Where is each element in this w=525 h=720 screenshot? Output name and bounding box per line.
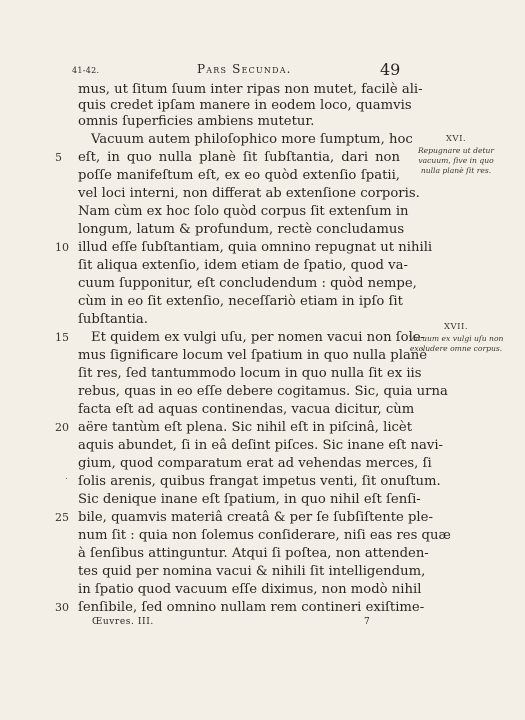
margin-dot: . — [65, 472, 68, 482]
body-line: ſit res, ſed tantummodo locum in quo nulla ſit ex iis — [78, 366, 422, 381]
margin-note-text: Repugnare ut detur vacuum, ſive in quo nulla planè ſit res. — [417, 146, 495, 175]
margin-note-text: Vacuum ex vulgi uſu non excludere omne corpus. — [408, 334, 504, 353]
line-number: 10 — [55, 241, 69, 254]
body-line: Vacuum autem philoſophico more ſumptum, hoc — [91, 132, 413, 147]
line-number: 5 — [55, 151, 62, 164]
body-line: poſſe manifeſtum eſt, ex eo quòd extenſio ſpatii, — [78, 168, 400, 183]
body-line: Sic denique inane eſt ſpatium, in quo nihil eſt ſenſi- — [78, 492, 421, 507]
line-number: 20 — [55, 421, 69, 434]
line-number: 15 — [55, 331, 69, 344]
body-line: aquis abundet, ſi in eâ deſint piſces. Sic inane eſt navi- — [78, 438, 444, 453]
body-line: vel loci interni, non differat ab extenſione corporis. — [78, 186, 420, 201]
body-line: cùm in eo ſit extenſio, neceſſariò etiam in ipſo ſit — [78, 294, 403, 309]
body-line: tes quid per nomina vacui & nihili ſit intelligendum, — [78, 564, 426, 579]
body-line: ſubſtantia. — [78, 312, 148, 327]
body-line: à ſenſibus attinguntur. Atqui ſi poſtea, non attenden- — [78, 546, 429, 561]
body-line: facta eſt ad aquas continendas, vacua dicitur, cùm — [78, 402, 415, 417]
body-line: cuum ſupponitur, eſt concludendum : quòd nempe, — [78, 276, 417, 291]
body-line: aëre tantùm eſt plena. Sic nihil eſt in piſcinâ, licèt — [78, 420, 413, 435]
line-number: 25 — [55, 511, 69, 524]
body-line: ſenſibile, ſed omnino nullam rem contineri exiſtime- — [78, 600, 425, 615]
header-page-number: 49 — [380, 60, 401, 79]
body-line: mus, ut ſitum ſuum inter ripas non mutet, facilè ali- — [78, 82, 423, 97]
body-line: quis credet ipſam manere in eodem loco, quamvis — [78, 98, 412, 113]
margin-note-number: XVI. — [445, 134, 467, 144]
footer-signature: 7 — [364, 617, 370, 627]
body-line: Nam cùm ex hoc ſolo quòd corpus ſit extenſum in — [78, 204, 409, 219]
body-line: num ſit : quia non ſolemus conſiderare, niſi eas res quæ — [78, 528, 451, 543]
body-line: mus ſignificare locum vel ſpatium in quo nulla planè — [78, 348, 428, 363]
margin-note-number: XVII. — [443, 322, 469, 332]
body-line: in ſpatio quod vacuum eſſe diximus, non modò nihil — [78, 582, 422, 597]
body-line: ſolis arenis, quibus frangat impetus venti, ſit onuſtum. — [78, 474, 441, 489]
body-line: ſit aliqua extenſio, idem etiam de ſpatio, quod va- — [78, 258, 408, 273]
header-title: Pars Secunda. — [197, 62, 292, 76]
body-line: bile, quamvis materiâ creatâ & per ſe ſubſiſtente ple- — [78, 510, 433, 525]
body-line: rebus, quas in eo eſſe debere cogitamus. Sic, quia urna — [78, 384, 448, 399]
body-line: Et quidem ex vulgi uſu, per nomen vacui non ſole- — [91, 330, 426, 345]
body-line: eſt, in quo nulla planè ſit ſubſtantia, dari non — [78, 150, 400, 165]
line-number: 30 — [55, 601, 69, 614]
body-line: omnis ſuperficies ambiens mutetur. — [78, 114, 315, 129]
footer-volume: Œuvres. III. — [92, 617, 154, 627]
body-line: gium, quod comparatum erat ad vehendas merces, ſi — [78, 456, 432, 471]
body-line: longum, latum & profundum, rectè concludamus — [78, 222, 405, 237]
header-article-range: 41-42. — [72, 66, 100, 75]
body-line: illud eſſe ſubſtantiam, quia omnino repugnat ut nihili — [78, 240, 433, 255]
